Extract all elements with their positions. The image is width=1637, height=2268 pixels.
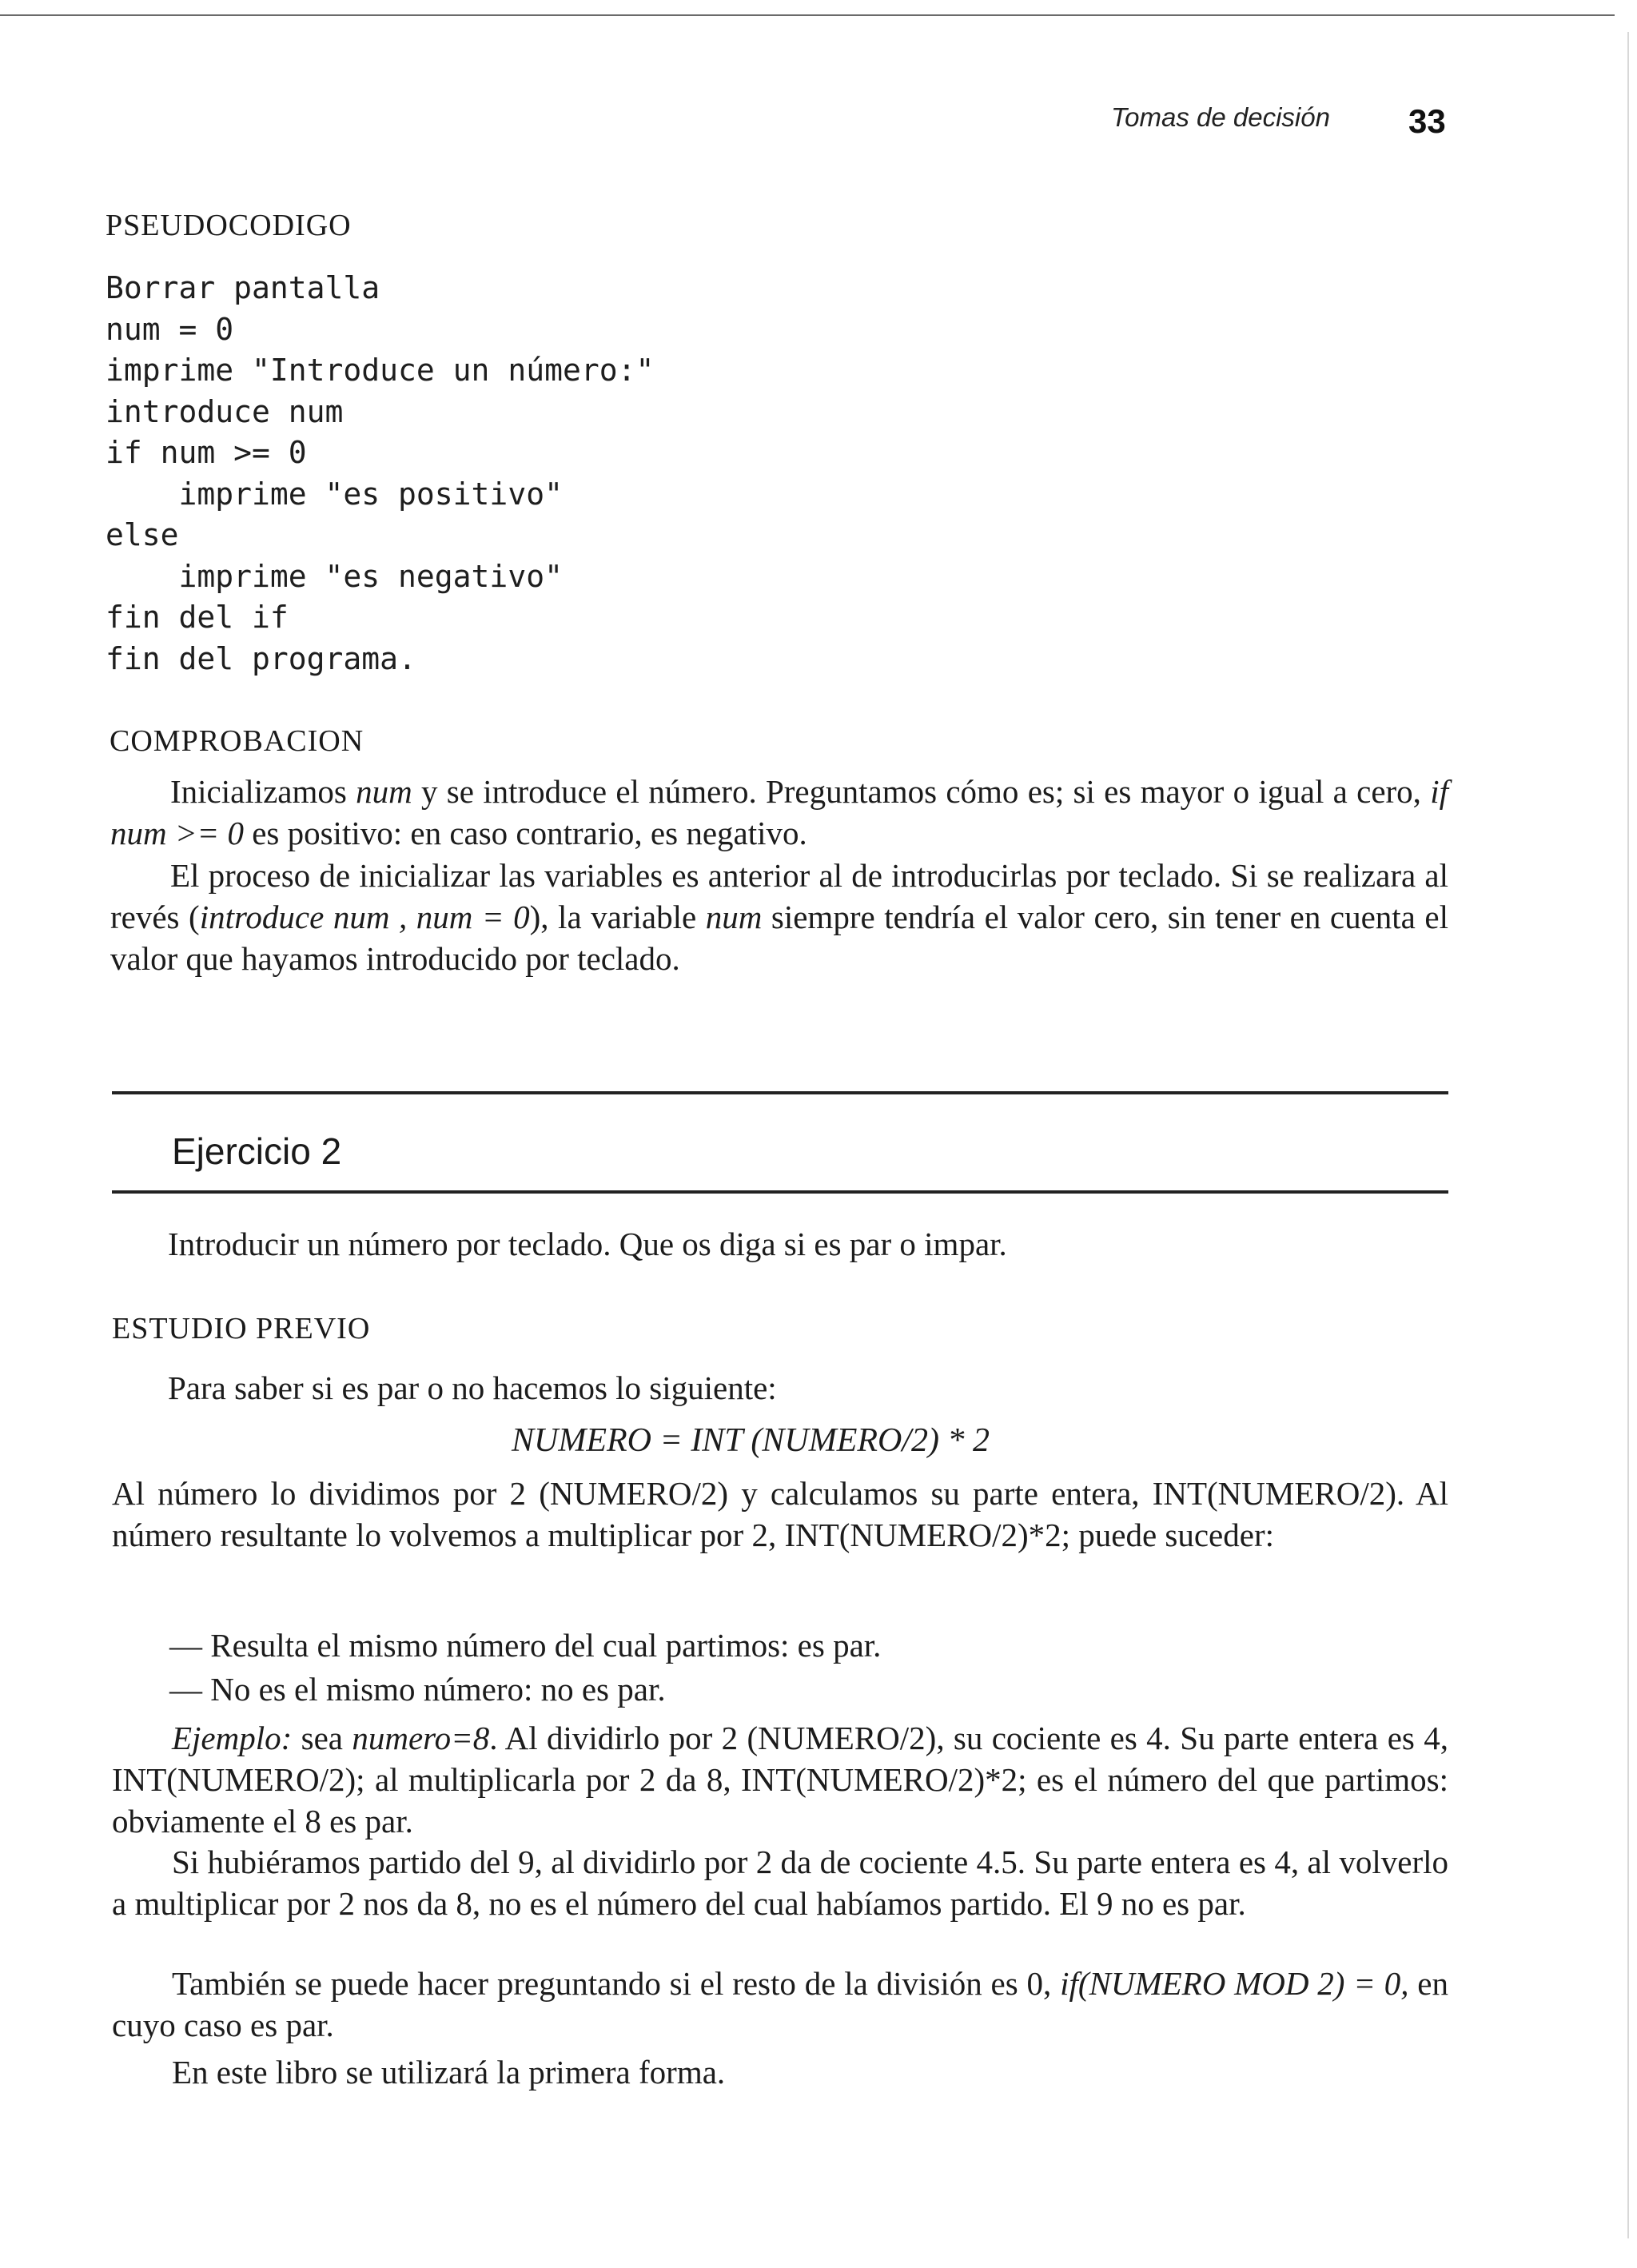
page-number: 33: [1408, 102, 1446, 140]
top-border-line: [0, 14, 1615, 16]
page-right-edge: [1627, 32, 1629, 2238]
running-header: [1111, 102, 1330, 133]
check-paragraph-2: El proceso de inicializar las variables es anterior al de introducirlas por teclado. Si se realizara al revés (introduce num , num = 0), la variable num siempre tendría el valor cero, sin tener en cuenta el valor que hayamos introducido por teclado.: [110, 857, 1448, 977]
example-paragraph: Ejemplo: sea numero=8. Al dividirlo por 2 (NUMERO/2), su cociente es 4. Su parte entera es 4, INT(NUMERO/2); al multiplicarla por 2 da 8, INT(NUMERO/2)*2; es el número del que partimos: obviamente el 8 es par.: [112, 1720, 1448, 1840]
case-item: — Resulta el mismo número del cual partimos: es par.: [169, 1627, 882, 1664]
pseudocode-heading: PSEUDOCODIGO: [106, 209, 352, 242]
study-intro: Para saber si es par o no hacemos lo siguiente:: [168, 1369, 777, 1406]
check-paragraph-1: Inicializamos num y se introduce el número. Preguntamos cómo es; si es mayor o igual a cero, if num >= 0 es positivo: en caso contrario, es negativo.: [110, 773, 1448, 851]
running-title: Tomas de decisión: [1111, 102, 1330, 132]
exercise-bottom-rule: [112, 1190, 1448, 1194]
exercise-title: Ejercicio 2: [172, 1130, 342, 1172]
pseudocode-block: Borrar pantalla num = 0 imprime "Introduce un número:" introduce num if num >= 0 imprime "es positivo" else imprime "es negativo" fin del if fin del programa.: [106, 270, 655, 676]
study-explanation: Al número lo dividimos por 2 (NUMERO/2) y calculamos su parte entera, INT(NUMERO/2). Al número resultante lo volvemos a multiplicar por 2, INT(NUMERO/2)*2; puede suceder:: [112, 1475, 1448, 1553]
study-heading: ESTUDIO PREVIO: [112, 1312, 371, 1345]
closing-sentence: En este libro se utilizará la primera forma.: [172, 2054, 726, 2091]
nine-example-paragraph: Si hubiéramos partido del 9, al dividirlo por 2 da de cociente 4.5. Su parte entera es 4, al volverlo a multiplicar por 2 nos da 8, no es el número del cual habíamos partido. El 9 no es par.: [112, 1843, 1448, 1922]
case-item: — No es el mismo número: no es par.: [169, 1671, 666, 1708]
exercise-top-rule: [112, 1091, 1448, 1094]
check-heading: COMPROBACION: [110, 724, 364, 758]
mod-paragraph: También se puede hacer preguntando si el resto de la división es 0, if(NUMERO MOD 2) = 0, en cuyo caso es par.: [112, 1965, 1449, 2043]
exercise-statement: Introducir un número por teclado. Que os diga si es par o impar.: [168, 1226, 1007, 1262]
parity-formula: NUMERO = INT (NUMERO/2) * 2: [512, 1422, 990, 1459]
